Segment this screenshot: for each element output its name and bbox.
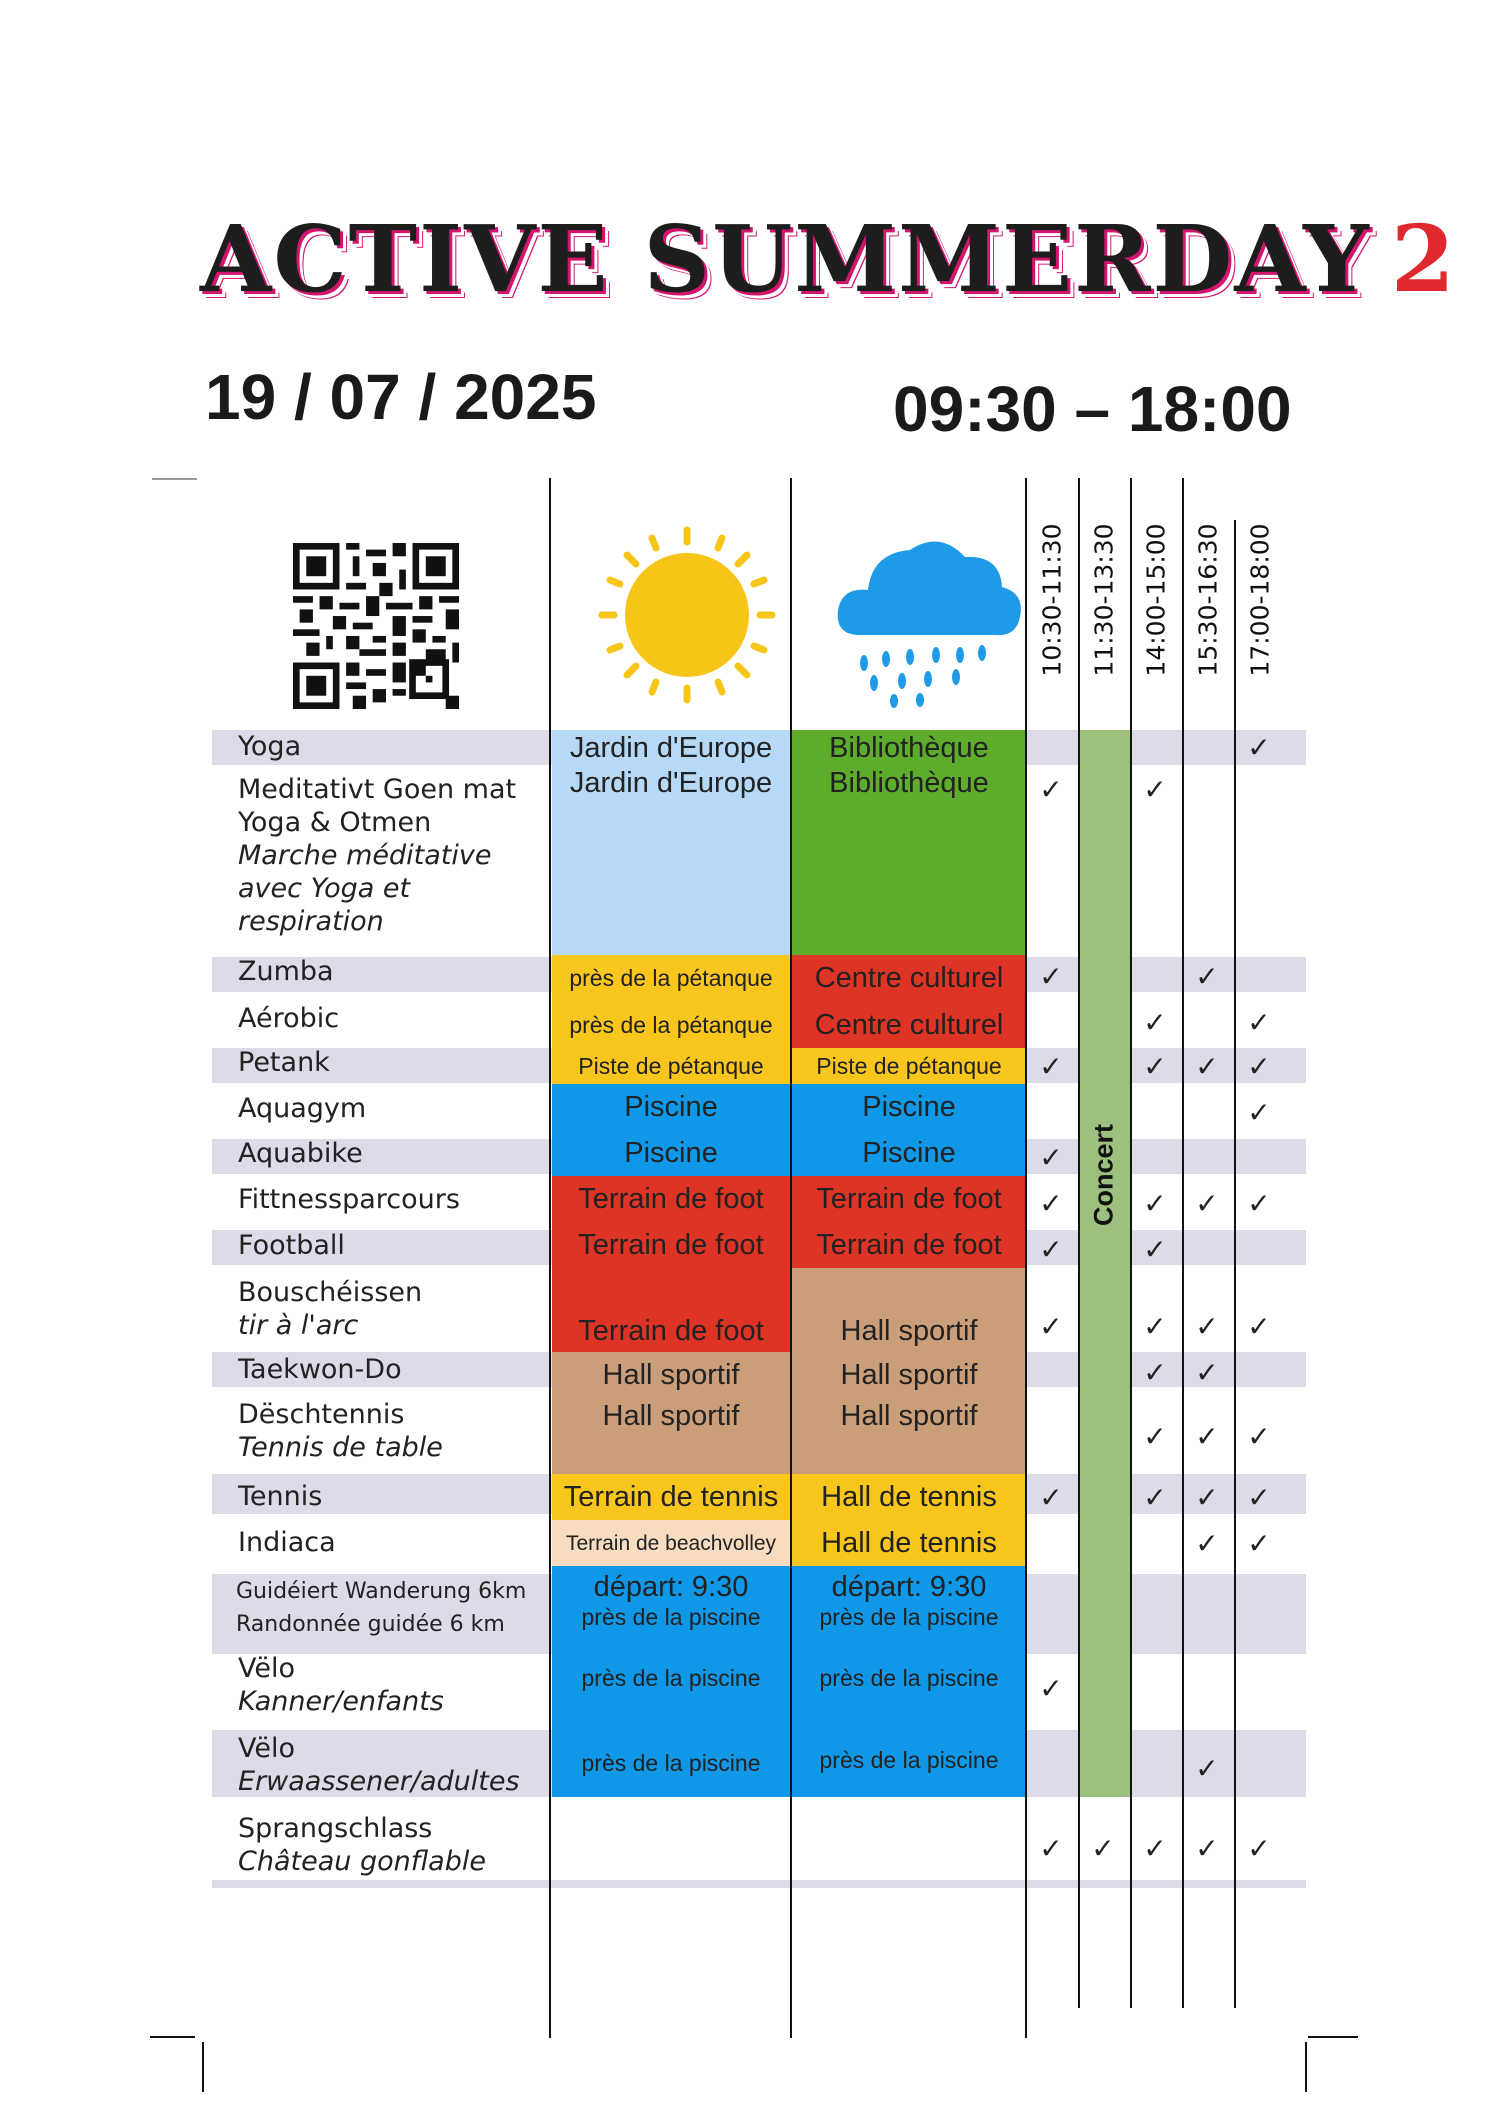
- rain-location-cell: Hall sportif: [792, 1268, 1026, 1352]
- grid-line: [1078, 478, 1080, 2008]
- check-mark: ✓: [1039, 1310, 1063, 1343]
- activity-bouncy-castle: Sprangschlass Château gonflable: [238, 1813, 486, 1877]
- check-mark: ✓: [1195, 1481, 1219, 1514]
- check-mark: ✓: [1143, 1050, 1167, 1083]
- sun-location-cell: Terrain de beachvolley: [552, 1520, 790, 1566]
- check-mark: ✓: [1195, 1420, 1219, 1453]
- crop-mark: [152, 478, 197, 480]
- check-mark: ✓: [1247, 1832, 1271, 1865]
- activity-meditation: Meditativt Goen mat Yoga & Otmen Marche méditative avec Yoga et respiration: [238, 774, 517, 937]
- check-mark: ✓: [1039, 960, 1063, 993]
- sun-location-cell: Terrain de foot: [552, 1176, 790, 1222]
- check-mark: ✓: [1143, 1832, 1167, 1865]
- check-mark: ✓: [1091, 1832, 1115, 1865]
- activity-indiaca: Indiaca: [238, 1527, 336, 1558]
- check-mark: ✓: [1039, 1672, 1063, 1705]
- check-mark: ✓: [1195, 960, 1219, 993]
- sun-location-cell: Terrain de foot: [552, 1222, 790, 1268]
- check-mark: ✓: [1143, 1233, 1167, 1266]
- qr-code-icon[interactable]: [293, 543, 459, 709]
- check-mark: ✓: [1039, 1233, 1063, 1266]
- time-slot-header: 17:00-18:00: [1245, 523, 1275, 677]
- check-mark: ✓: [1247, 1420, 1271, 1453]
- rain-location-cell: Centre culturel: [792, 955, 1026, 1002]
- rain-location-cell: près de la piscine: [792, 1650, 1026, 1730]
- activity-taekwondo: Taekwon-Do: [238, 1354, 402, 1385]
- rain-location-cell: Terrain de foot: [792, 1222, 1026, 1268]
- sun-location-cell: Piscine: [552, 1084, 790, 1130]
- sun-location-cell: Jardin d'Europe: [552, 765, 790, 955]
- activity-football: Football: [238, 1230, 345, 1261]
- check-mark: ✓: [1195, 1187, 1219, 1220]
- check-mark: ✓: [1143, 1006, 1167, 1039]
- check-mark: ✓: [1195, 1310, 1219, 1343]
- rain-location-cell: Piscine: [792, 1130, 1026, 1176]
- location-line: près de la piscine: [581, 1603, 761, 1630]
- sun-location-cell: [552, 1566, 790, 1650]
- rain-location-cell: Bibliothèque: [792, 765, 1026, 955]
- check-mark: ✓: [1039, 1832, 1063, 1865]
- check-mark: ✓: [1195, 1832, 1219, 1865]
- time-slot-header: 14:00-15:00: [1141, 523, 1171, 677]
- activity-archery: Bouschéissen tir à l'arc: [238, 1277, 423, 1341]
- rain-location-cell: Hall sportif: [792, 1352, 1026, 1398]
- sun-location-cell: Piscine: [552, 1130, 790, 1176]
- activity-yoga: Yoga: [238, 731, 302, 762]
- activity-bike-adults: Vëlo Erwaassener/adultes: [238, 1733, 520, 1797]
- check-mark: ✓: [1247, 1096, 1271, 1129]
- check-mark: ✓: [1039, 1481, 1063, 1514]
- activity-bike-kids: Vëlo Kanner/enfants: [238, 1653, 444, 1717]
- check-mark: ✓: [1247, 1006, 1271, 1039]
- rain-location-cell: Terrain de foot: [792, 1176, 1026, 1222]
- check-mark: ✓: [1143, 1481, 1167, 1514]
- sun-location-cell: près de la pétanque: [552, 955, 790, 1002]
- sun-location-cell: près de la pétanque: [552, 1002, 790, 1048]
- time-slot-header: 10:30-11:30: [1037, 523, 1067, 677]
- location-line: près de la piscine: [819, 1603, 999, 1630]
- grid-line: [549, 478, 551, 2038]
- rain-location-cell: Piscine: [792, 1084, 1026, 1130]
- event-date: 19 / 07 / 2025: [205, 361, 597, 433]
- sun-location-cell: près de la piscine: [552, 1730, 790, 1797]
- check-mark: ✓: [1143, 773, 1167, 806]
- page-title: [200, 205, 1457, 325]
- crop-mark: [150, 2036, 195, 2038]
- check-mark: ✓: [1247, 1527, 1271, 1560]
- check-mark: ✓: [1195, 1356, 1219, 1389]
- rain-location-cell: [792, 1566, 1026, 1650]
- check-mark: ✓: [1195, 1050, 1219, 1083]
- event-hours: 09:30 – 18:00: [893, 373, 1292, 445]
- rain-location-cell: Hall de tennis: [792, 1520, 1026, 1566]
- activity-tennis: Tennis: [238, 1481, 323, 1512]
- crop-mark: [1308, 2036, 1358, 2038]
- activity-petank: Petank: [238, 1047, 330, 1078]
- rain-location-cell: près de la piscine: [792, 1730, 1026, 1797]
- grid-line: [790, 478, 792, 2038]
- activity-fittnessparcours: Fittnessparcours: [238, 1184, 460, 1215]
- activity-zumba: Zumba: [238, 956, 334, 987]
- check-mark: ✓: [1247, 1481, 1271, 1514]
- concert-column: Concert: [1078, 730, 1130, 1797]
- crop-mark: [202, 2042, 204, 2092]
- location-line: départ: 9:30: [831, 1570, 987, 1603]
- activity-aquagym: Aquagym: [238, 1093, 367, 1124]
- check-mark: ✓: [1247, 731, 1271, 764]
- check-mark: ✓: [1247, 1310, 1271, 1343]
- activity-aerobic: Aérobic: [238, 1003, 340, 1034]
- rain-location-cell: Piste de pétanque: [792, 1048, 1026, 1084]
- rain-location-cell: Hall de tennis: [792, 1474, 1026, 1520]
- check-mark: ✓: [1143, 1420, 1167, 1453]
- check-mark: ✓: [1039, 1141, 1063, 1174]
- check-mark: ✓: [1195, 1527, 1219, 1560]
- check-mark: ✓: [1143, 1310, 1167, 1343]
- activity-table-tennis: Dëschtennis Tennis de table: [238, 1399, 443, 1463]
- activity-guided-hike: Guidéiert Wanderung 6km Randonnée guidée 6 km: [236, 1579, 527, 1637]
- check-mark: ✓: [1143, 1356, 1167, 1389]
- check-mark: ✓: [1039, 1187, 1063, 1220]
- check-mark: ✓: [1039, 1050, 1063, 1083]
- time-slot-header: 15:30-16:30: [1193, 523, 1223, 677]
- sun-location-cell: Hall sportif: [552, 1398, 790, 1474]
- time-slot-header: 11:30-13:30: [1089, 523, 1119, 677]
- sun-location-cell: Terrain de tennis: [552, 1474, 790, 1520]
- rain-cloud-icon: [830, 525, 1030, 715]
- title-number: 2: [1390, 205, 1457, 313]
- check-mark: ✓: [1143, 1187, 1167, 1220]
- sun-location-cell: Piste de pétanque: [552, 1048, 790, 1084]
- title-main: ACTIVE SUMMERDAY: [200, 205, 1371, 313]
- crop-mark: [1305, 2042, 1307, 2092]
- sun-location-cell: près de la piscine: [552, 1650, 790, 1730]
- check-mark: ✓: [1195, 1752, 1219, 1785]
- sun-location-cell: Hall sportif: [552, 1352, 790, 1398]
- sun-icon: [592, 520, 782, 710]
- rain-location-cell: Centre culturel: [792, 1002, 1026, 1048]
- rain-location-cell: Bibliothèque: [792, 730, 1026, 765]
- sun-location-cell: Terrain de foot: [552, 1268, 790, 1352]
- sun-location-cell: Jardin d'Europe: [552, 730, 790, 765]
- activity-aquabike: Aquabike: [238, 1138, 363, 1169]
- location-line: départ: 9:30: [593, 1570, 749, 1603]
- check-mark: ✓: [1247, 1050, 1271, 1083]
- rain-location-cell: Hall sportif: [792, 1398, 1026, 1474]
- check-mark: ✓: [1039, 773, 1063, 806]
- row-stripe: [212, 1880, 1306, 1888]
- check-mark: ✓: [1247, 1187, 1271, 1220]
